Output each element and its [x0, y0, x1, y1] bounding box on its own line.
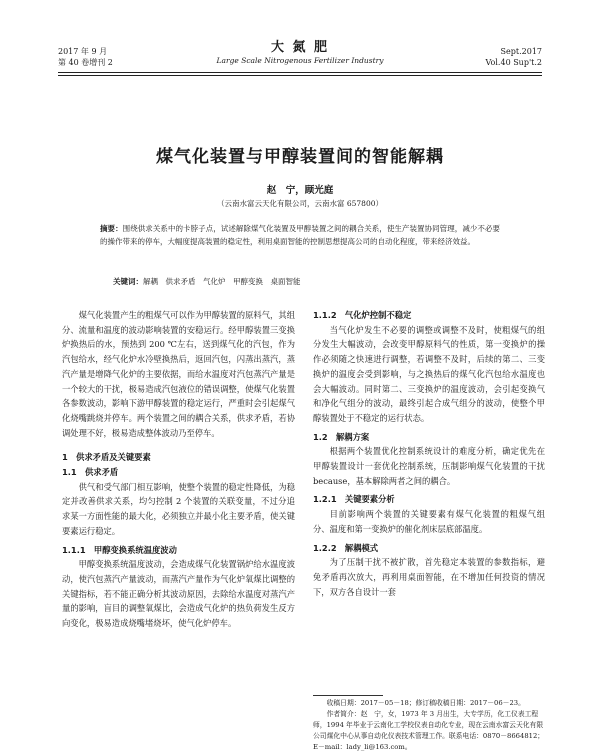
footnote — [313, 698, 545, 753]
section-heading-1-1-2: 1.1.2 气化炉控制不稳定 — [313, 310, 412, 320]
paragraph-1-1-1: 甲醇变换系统温度波动，会造成煤气化装置锅炉给水温度波动，使汽包蒸汽产量波动，而蒸汽产量作为气化炉氧煤比调整的关键指标，若不能正确分析其波动原因，去除给水温度对蒸汽产量的影响，盲目的调整氧煤比，会造成气化炉的热负荷发生反方向变化，极易造成烧嘴堵烧坏，使气化炉停车。 — [62, 559, 295, 629]
header-volume-en: Vol.40 Sup't.2 — [485, 58, 542, 67]
section-heading-1-2: 1.2 解耦方案 — [313, 431, 370, 442]
paragraph-1-2-2: 为了压制干扰不被扩散，首先稳定本装置的参数指标，避免矛盾再次放大，再利用桌面智能，在不增加任何投资的情况下，双方各自设计一套 — [313, 557, 545, 597]
intro-paragraph: 煤气化装置产生的粗煤气可以作为甲醇装置的原料气，其组分、流量和温度的波动影响装置的安稳运行。经甲醇装置三变换炉换热后的水，预热到 200 ℃左右，送到煤气化的汽包，作为汽包给水，经气化炉水冷壁换热后，返回汽包，闪蒸出蒸汽，蒸汽产量是增降气化炉的主要依据，而给水温度对汽包蒸汽产量是一个较大的干扰，极易造成汽包液位的错误调整，使煤气化装置各参数波动，影响下游甲醇装置的稳定运行，严重时会引起煤气化烧嘴跳烧并停车。两个装置之间的耦合关系，供求矛盾，若协调处理不好，极易造成整体波动乃至停车。 — [62, 310, 295, 438]
article-authors: 赵 宁，顾光庭 — [266, 185, 334, 196]
paragraph-1-2-1: 目前影响两个装置的关键要素有煤气化装置的粗煤气组分、温度和第一变换炉的催化剂床层底部温度。 — [313, 509, 545, 534]
left-column — [62, 308, 295, 631]
keywords — [113, 275, 500, 288]
section-heading-1-1-1: 1.1.1 甲醇变换系统温度波动 — [62, 544, 177, 555]
paragraph-1-2: 根据两个装置优化控制系统设计的难度分析，确定优先在甲醇装置设计一套优化控制系统，压制影响煤气化装置的干扰because，基本解除两者之间的耦合。 — [313, 446, 545, 486]
journal-name-en: Large Scale Nitrogenous Fertilizer Industry — [216, 56, 384, 65]
section-heading-1-2-1: 1.2.1 关键要素分析 — [313, 494, 395, 505]
header-rule-top — [58, 72, 542, 73]
footnote-rule — [313, 695, 383, 696]
paragraph-1-1-2: 当气化炉发生不必要的调整或调整不及时，使粗煤气的组分发生大幅波动，会改变甲醇原料气的性质，第一变换炉的操作必须随之快速进行调整，若调整不及时，后续的第二、三变换炉的温度会受到影响，与之换热后的煤气化汽包给水温度也会大幅波动。同时第二、三变换炉的温度波动，会引起变换气和净化气组分的波动，最终引起合成气组分的波动，使整个甲醇装置处于不稳定的运行状态。 — [313, 324, 545, 423]
header-date: 2017 年 9 月 — [58, 47, 108, 56]
article-affiliation: （云南水富云天化有限公司，云南水富 657800） — [216, 199, 383, 208]
section-heading-1-1: 1.1 供求矛盾 — [62, 467, 119, 478]
footnote-author-bio: 作者简介：赵 宁，女，1973 年 3 月出生，大专学历，化工仪表工程师，1994 年毕业于云南化工学校仪表自动化专业，现在云南水富云天化有限公司煤化中心从事自动化仪表技术管理工作。联系电话：0870－8664812；E－mail：lady_li@163.com。 — [313, 710, 545, 751]
abstract — [100, 222, 500, 248]
article-title: 煤气化装置与甲醇装置间的智能解耦 — [156, 147, 444, 167]
section-heading-1: 1 供求矛盾及关键要素 — [62, 452, 151, 463]
journal-masthead — [58, 40, 542, 66]
header-issue-info-en — [486, 46, 542, 68]
paragraph-1-1: 供气和受气部门相互影响，使整个装置的稳定性降低，为稳定并改善供求关系，均匀控制 2 个装置的关联变量，不过分追求某一方面性能的最大化，必须独立并最小化主要矛盾，使关键要素运行稳定。 — [62, 481, 295, 536]
journal-name-cn: 大 氮 肥 — [270, 40, 330, 55]
keywords-label: 关键词： — [113, 277, 143, 286]
abstract-label: 摘要： — [100, 224, 123, 233]
abstract-text: 围绕供求关系中的卡脖子点，试述解除煤气化装置及甲醇装置之间的耦合关系，使生产装置协同管理，减少不必要的操作带来的停车，大幅度提高装置的稳定性，利用桌面智能的控制思想提高公司的自动化程度，带来经济效益。 — [100, 224, 501, 246]
header-volume: 第 40 卷增刊 2 — [58, 58, 113, 67]
footnote-received: 收稿日期：2017－05－18；修订稿收稿日期：2017－06－23。 — [326, 699, 525, 707]
keywords-text: 解耦 供求矛盾 气化炉 甲醇变换 桌面智能 — [143, 277, 301, 286]
header-date-en: Sept.2017 — [500, 47, 542, 56]
header-rule-bottom — [58, 75, 542, 76]
right-column — [313, 308, 545, 599]
section-heading-1-2-2: 1.2.2 解耦模式 — [313, 542, 379, 553]
